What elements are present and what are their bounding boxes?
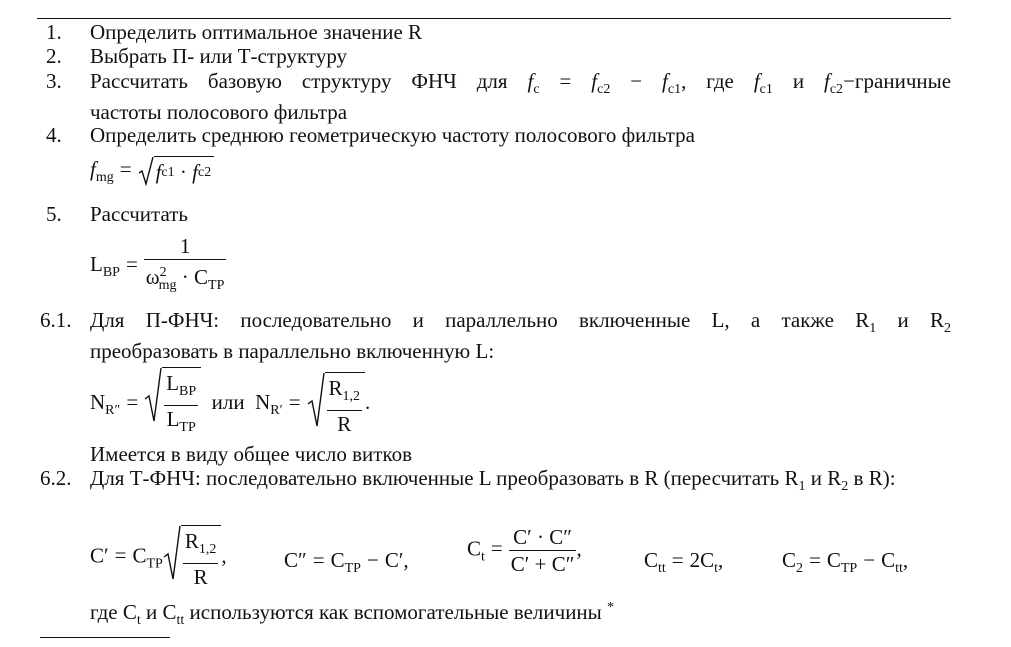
footnote-rule — [40, 637, 170, 638]
item-text: Для П-ФНЧ: последовательно и параллельно включенные L, а также $R_1$ и $R_2$ преобразовать в параллельно включенную L: — [90, 308, 952, 363]
sqrt-sign: f c1 · f c2 — [138, 156, 215, 186]
sqrt-sign: $\frac{R_{1,2}}{R}$ — [307, 372, 366, 437]
item-number: 1. — [46, 20, 62, 44]
formula-c2: $C_2 = C_{TP} - C_{tt}$, — [782, 548, 909, 576]
formula-ctt: $C_{tt} = 2C_t$, — [644, 548, 724, 576]
item-number: 6.2. — [40, 466, 72, 490]
list-item-2 — [0, 45, 951, 68]
list-item-4 — [0, 124, 951, 147]
item-number: 5. — [46, 202, 62, 226]
item-text: Рассчитать базовую структуру ФНЧ для $f_c = f_{c2} - f_{c1}$, где $f_{c1}$ и $f_{c2}-граничные$ частоты полосового фильтра — [90, 69, 952, 124]
formula-lbp: $L_{BP}$ = $\frac{1}{\omega^2_{mg} \cdot C_{TP}}$ — [90, 234, 225, 293]
footnote-asterisk: * — [607, 600, 615, 615]
top-rule — [37, 18, 951, 19]
list-item-6-2 — [0, 467, 951, 498]
list-item-3 — [0, 70, 951, 124]
item-number: 2. — [46, 44, 62, 68]
list-item-5 — [0, 203, 951, 226]
list-item-1 — [0, 21, 951, 44]
formula-ct: $C_t$ = $\frac{C' \cdot C''}{C' + C''}$ , — [467, 525, 582, 576]
sqrt-sign: $\frac{L_{BP}}{L_{TP}}$ — [144, 367, 201, 441]
item-text: Определить среднюю геометрическую частоту полосового фильтра — [90, 123, 695, 147]
item-text: Для Т-ФНЧ: последовательно включенные L преобразовать в R (пересчитать $R_1$ и $R_2$ в R): — [90, 466, 896, 494]
sqrt-sign: $\frac{R_{1,2}}{R}$ — [163, 525, 222, 590]
footnote-text: Имеется в виду общее число витков — [90, 442, 412, 466]
footer-text: где $C_t$ и $C_{tt}$ используются как вспомогательные величины * — [90, 600, 615, 628]
item-text: Выбрать П- или Т-структуру — [90, 44, 348, 68]
formula-n: $N_{R''}$ = $\frac{L_{BP}}{L_{TP}}$ или $N_{R'}$ = $\frac{R_{1,2}}{R}$ . — [90, 367, 370, 441]
item-number: 3. — [46, 69, 62, 93]
formula-fmg: $f_{mg}$ = f c1 · f c2 — [90, 156, 214, 186]
formula-c-dprime: $C'' = C_{TP} - C'$, — [284, 548, 409, 576]
item-number: 4. — [46, 123, 62, 147]
formula-c-prime: $C' = C_{TP}$ $\frac{R_{1,2}}{R}$ , — [90, 525, 227, 590]
item-text: Определить оптимальное значение R — [90, 20, 423, 44]
item-text: Рассчитать — [90, 202, 188, 226]
item-number: 6.1. — [40, 308, 72, 332]
list-item-6-1 — [0, 309, 951, 363]
